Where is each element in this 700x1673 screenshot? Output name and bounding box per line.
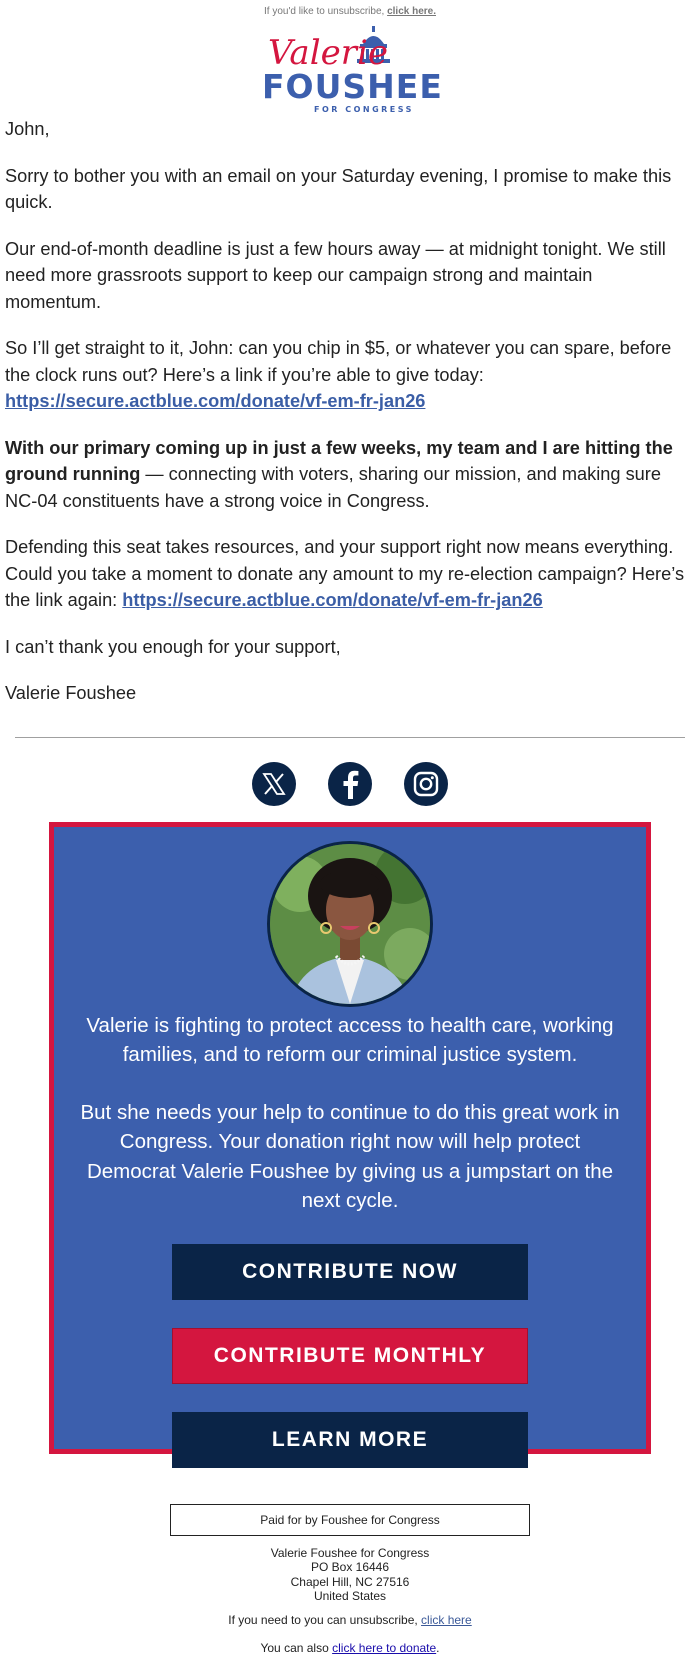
paragraph-2: Our end-of-month deadline is just a few hours away — at midnight tonight. We still need more grassroots support to keep our campaign strong and maintain momentum. bbox=[5, 238, 666, 312]
instagram-icon[interactable] bbox=[404, 762, 448, 806]
contribute-monthly-button[interactable]: CONTRIBUTE MONTHLY bbox=[172, 1328, 528, 1384]
signature: Valerie Foushee bbox=[5, 683, 137, 703]
divider bbox=[15, 737, 685, 738]
paragraph-4-text: — connecting with voters, sharing our mission, and making sure NC-04 constituents have a strong voice in Congress. bbox=[5, 464, 661, 511]
candidate-photo bbox=[267, 841, 433, 1007]
x-icon[interactable] bbox=[252, 762, 296, 806]
donate-link-2[interactable]: https://secure.actblue.com/donate/vf-em-fr-jan26 bbox=[122, 590, 543, 610]
unsubscribe-text: If you need to you can unsubscribe, bbox=[228, 1612, 422, 1627]
footer bbox=[0, 1504, 700, 1655]
contribute-now-button[interactable]: CONTRIBUTE NOW bbox=[172, 1244, 528, 1300]
campaign-logo bbox=[250, 20, 450, 116]
footer-donate-link[interactable]: click here to donate bbox=[332, 1640, 437, 1655]
logo-tagline: FOR CONGRESS bbox=[314, 105, 414, 114]
donate-line bbox=[0, 1641, 700, 1655]
unsubscribe-line bbox=[0, 1613, 700, 1627]
footer-unsubscribe-link[interactable]: click here bbox=[421, 1612, 472, 1627]
facebook-icon[interactable] bbox=[328, 762, 372, 806]
social-links bbox=[0, 762, 700, 806]
portrait-image bbox=[270, 844, 430, 1004]
donate-end: . bbox=[436, 1640, 440, 1655]
preheader bbox=[0, 0, 700, 20]
preheader-unsubscribe-link[interactable]: click here. bbox=[387, 6, 436, 17]
paragraph-4 bbox=[5, 435, 685, 515]
paragraph-1: Sorry to bother you with an email on your Saturday evening, I promise to make this quick. bbox=[5, 165, 672, 212]
address-line-1: Valerie Foushee for Congress bbox=[270, 1545, 430, 1560]
panel-message-2: But she needs your help to continue to do this great work in Congress. Your donation right now will help protect Democrat Valerie Foushee by giving us a jumpstart on the next cycle. bbox=[80, 1100, 620, 1212]
greeting: John, bbox=[5, 119, 50, 139]
email-body bbox=[0, 116, 690, 707]
address-line-3: Chapel Hill, NC 27516 bbox=[290, 1574, 410, 1589]
paid-for-box: Paid for by Foushee for Congress bbox=[170, 1504, 530, 1536]
donate-text: You can also bbox=[260, 1640, 333, 1655]
paragraph-4-bold: With our primary coming up in just a few weeks, my team and I are hitting the ground running bbox=[5, 437, 673, 484]
donate-link-1[interactable]: https://secure.actblue.com/donate/vf-em-fr-jan26 bbox=[5, 391, 426, 411]
paragraph-5-text: Defending this seat takes resources, and your support right now means everything. Could you take a moment to donate any amount to my re-election campaign? Here’s the link again: bbox=[5, 537, 685, 610]
paragraph-3-text: So I’ll get straight to it, John: can you chip in $5, or whatever you can spare, before the clock runs out? Here’s a link if you’re able to give today: bbox=[5, 338, 672, 385]
logo-last-name: FOUSHEE bbox=[262, 67, 443, 106]
preheader-text: If you'd like to unsubscribe, bbox=[263, 6, 388, 17]
address-line-2: PO Box 16446 bbox=[310, 1560, 390, 1574]
logo-graphic bbox=[250, 20, 450, 116]
learn-more-button[interactable]: LEARN MORE bbox=[172, 1412, 528, 1468]
address-line-4: United States bbox=[313, 1589, 387, 1603]
paragraph-5 bbox=[5, 534, 685, 614]
mailing-address bbox=[0, 1546, 700, 1604]
logo-first-name: Valerie bbox=[268, 33, 388, 73]
panel-message-1: Valerie is fighting to protect access to health care, working families, and to reform our criminal justice system. bbox=[86, 1013, 614, 1066]
paragraph-3 bbox=[5, 335, 685, 415]
donation-panel bbox=[49, 822, 651, 1454]
paragraph-6: I can’t thank you enough for your support, bbox=[5, 636, 341, 657]
